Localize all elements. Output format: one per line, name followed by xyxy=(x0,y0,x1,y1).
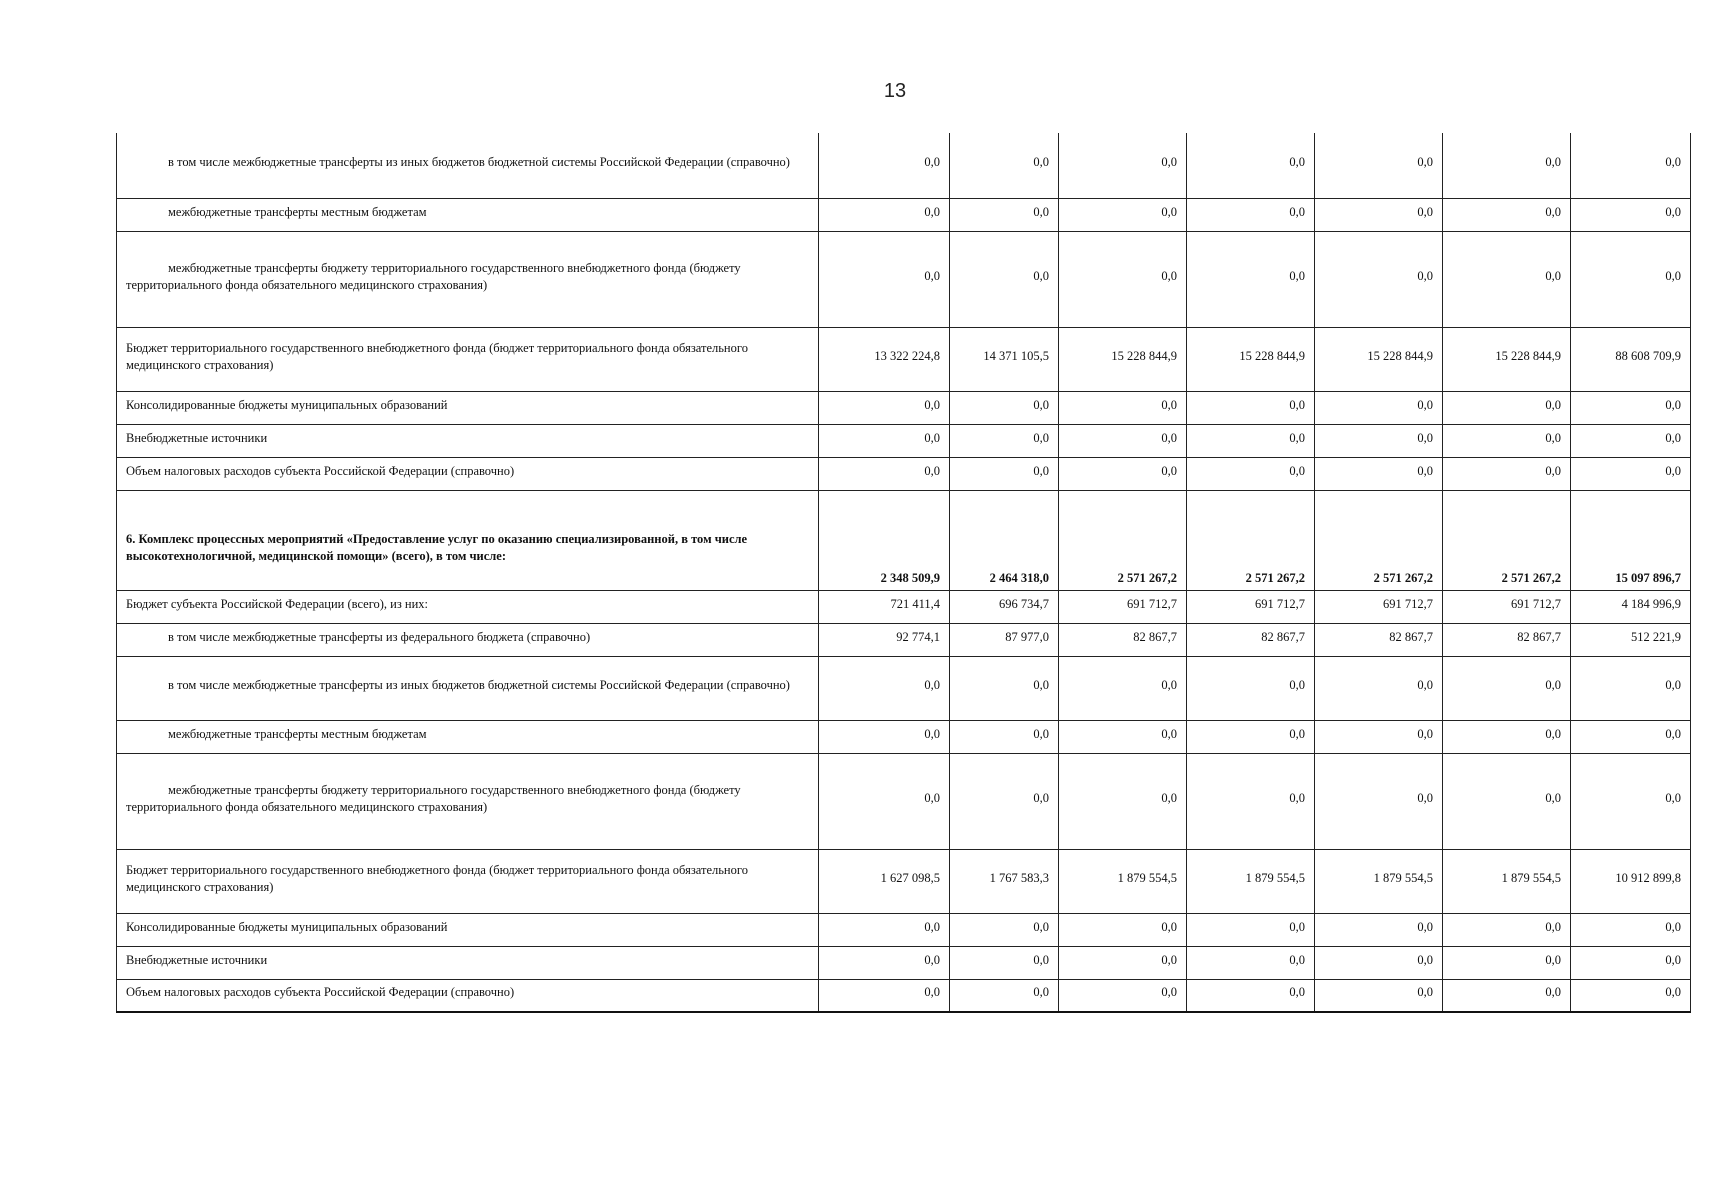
value-cell: 88 608 709,9 xyxy=(1571,327,1691,391)
value-cell: 0,0 xyxy=(1059,231,1187,327)
value-cell: 0,0 xyxy=(1315,913,1443,946)
value-cell: 0,0 xyxy=(950,133,1059,198)
value-cell: 2 571 267,2 xyxy=(1059,490,1187,590)
value-cell: 0,0 xyxy=(819,753,950,849)
value-cell: 0,0 xyxy=(1187,457,1315,490)
value-cell: 0,0 xyxy=(1315,231,1443,327)
value-cell: 0,0 xyxy=(1315,720,1443,753)
value-cell: 1 879 554,5 xyxy=(1443,849,1571,913)
value-cell: 696 734,7 xyxy=(950,590,1059,623)
value-cell: 10 912 899,8 xyxy=(1571,849,1691,913)
row-label: Консолидированные бюджеты муниципальных образований xyxy=(117,391,819,424)
value-cell: 0,0 xyxy=(1443,979,1571,1012)
row-label: Бюджет территориального государственного внебюджетного фонда (бюджет территориального фонда обязательного медицинского страхования) xyxy=(117,849,819,913)
value-cell: 2 571 267,2 xyxy=(1315,490,1443,590)
value-cell: 82 867,7 xyxy=(1187,623,1315,656)
value-cell: 0,0 xyxy=(1571,753,1691,849)
value-cell: 0,0 xyxy=(819,720,950,753)
value-cell: 0,0 xyxy=(1059,979,1187,1012)
value-cell: 0,0 xyxy=(819,231,950,327)
value-cell: 0,0 xyxy=(950,424,1059,457)
value-cell: 0,0 xyxy=(1187,231,1315,327)
value-cell: 0,0 xyxy=(950,656,1059,720)
value-cell: 0,0 xyxy=(819,391,950,424)
value-cell: 0,0 xyxy=(1315,753,1443,849)
row-label: в том числе межбюджетные трансферты из иных бюджетов бюджетной системы Российской Федерации (справочно) xyxy=(117,133,819,198)
value-cell: 0,0 xyxy=(1187,720,1315,753)
value-cell: 0,0 xyxy=(1059,133,1187,198)
value-cell: 0,0 xyxy=(1443,231,1571,327)
table-row xyxy=(117,623,1691,656)
row-label: в том числе межбюджетные трансферты из иных бюджетов бюджетной системы Российской Федерации (справочно) xyxy=(117,656,819,720)
value-cell: 0,0 xyxy=(1315,979,1443,1012)
value-cell: 0,0 xyxy=(1443,753,1571,849)
value-cell: 0,0 xyxy=(1443,913,1571,946)
value-cell: 0,0 xyxy=(1315,424,1443,457)
value-cell: 0,0 xyxy=(1187,424,1315,457)
row-label: Внебюджетные источники xyxy=(117,946,819,979)
value-cell: 0,0 xyxy=(1059,753,1187,849)
value-cell: 0,0 xyxy=(1571,133,1691,198)
value-cell: 0,0 xyxy=(950,391,1059,424)
table-row xyxy=(117,913,1691,946)
value-cell: 0,0 xyxy=(1315,457,1443,490)
row-label: межбюджетные трансферты местным бюджетам xyxy=(117,720,819,753)
value-cell: 0,0 xyxy=(1443,457,1571,490)
value-cell: 0,0 xyxy=(1059,391,1187,424)
value-cell: 0,0 xyxy=(950,979,1059,1012)
value-cell: 0,0 xyxy=(950,946,1059,979)
value-cell: 0,0 xyxy=(1443,720,1571,753)
value-cell: 0,0 xyxy=(1187,979,1315,1012)
value-cell: 0,0 xyxy=(1187,946,1315,979)
section-row xyxy=(117,490,1691,590)
value-cell: 0,0 xyxy=(1187,198,1315,231)
value-cell: 0,0 xyxy=(1187,753,1315,849)
value-cell: 2 464 318,0 xyxy=(950,490,1059,590)
value-cell: 0,0 xyxy=(1059,424,1187,457)
value-cell: 2 571 267,2 xyxy=(1443,490,1571,590)
value-cell: 0,0 xyxy=(1571,457,1691,490)
value-cell: 0,0 xyxy=(1315,198,1443,231)
value-cell: 0,0 xyxy=(1443,946,1571,979)
value-cell: 0,0 xyxy=(1571,946,1691,979)
value-cell: 0,0 xyxy=(950,913,1059,946)
value-cell: 691 712,7 xyxy=(1315,590,1443,623)
value-cell: 0,0 xyxy=(1059,913,1187,946)
value-cell: 0,0 xyxy=(819,979,950,1012)
value-cell: 0,0 xyxy=(1443,391,1571,424)
value-cell: 0,0 xyxy=(950,457,1059,490)
value-cell: 0,0 xyxy=(1443,133,1571,198)
table-row xyxy=(117,457,1691,490)
value-cell: 1 767 583,3 xyxy=(950,849,1059,913)
value-cell: 82 867,7 xyxy=(1315,623,1443,656)
table-row xyxy=(117,656,1691,720)
value-cell: 0,0 xyxy=(1315,391,1443,424)
value-cell: 691 712,7 xyxy=(1443,590,1571,623)
value-cell: 0,0 xyxy=(819,913,950,946)
row-label: Внебюджетные источники xyxy=(117,424,819,457)
value-cell: 0,0 xyxy=(1443,198,1571,231)
value-cell: 0,0 xyxy=(1571,198,1691,231)
row-label: Объем налоговых расходов субъекта Российской Федерации (справочно) xyxy=(117,979,819,1012)
table-row xyxy=(117,198,1691,231)
value-cell: 691 712,7 xyxy=(1187,590,1315,623)
value-cell: 0,0 xyxy=(1571,656,1691,720)
value-cell: 1 879 554,5 xyxy=(1059,849,1187,913)
table-row xyxy=(117,946,1691,979)
table-row xyxy=(117,391,1691,424)
value-cell: 14 371 105,5 xyxy=(950,327,1059,391)
value-cell: 1 879 554,5 xyxy=(1315,849,1443,913)
value-cell: 721 411,4 xyxy=(819,590,950,623)
value-cell: 0,0 xyxy=(1443,656,1571,720)
value-cell: 0,0 xyxy=(950,198,1059,231)
budget-table xyxy=(116,133,1691,1013)
value-cell: 1 879 554,5 xyxy=(1187,849,1315,913)
table-row xyxy=(117,753,1691,849)
value-cell: 0,0 xyxy=(1187,391,1315,424)
row-label: 6. Комплекс процессных мероприятий «Предоставление услуг по оказанию специализированной, в том числе высокотехнологичной, медицинской помощи» (всего), в том числе: xyxy=(117,490,819,590)
value-cell: 2 571 267,2 xyxy=(1187,490,1315,590)
value-cell: 0,0 xyxy=(1059,457,1187,490)
value-cell: 0,0 xyxy=(1187,656,1315,720)
value-cell: 15 097 896,7 xyxy=(1571,490,1691,590)
value-cell: 0,0 xyxy=(950,231,1059,327)
value-cell: 15 228 844,9 xyxy=(1187,327,1315,391)
page-number: 13 xyxy=(883,80,907,102)
value-cell: 0,0 xyxy=(1571,720,1691,753)
value-cell: 0,0 xyxy=(1571,231,1691,327)
row-label: Объем налоговых расходов субъекта Российской Федерации (справочно) xyxy=(117,457,819,490)
row-label: межбюджетные трансферты местным бюджетам xyxy=(117,198,819,231)
value-cell: 0,0 xyxy=(819,457,950,490)
row-label: межбюджетные трансферты бюджету территориального государственного внебюджетного фонда (бюджету территориального фонда обязательного медицинского страхования) xyxy=(117,753,819,849)
value-cell: 0,0 xyxy=(819,133,950,198)
value-cell: 512 221,9 xyxy=(1571,623,1691,656)
value-cell: 2 348 509,9 xyxy=(819,490,950,590)
value-cell: 0,0 xyxy=(819,946,950,979)
value-cell: 82 867,7 xyxy=(1059,623,1187,656)
value-cell: 0,0 xyxy=(1571,424,1691,457)
value-cell: 15 228 844,9 xyxy=(1315,327,1443,391)
value-cell: 0,0 xyxy=(819,424,950,457)
table-row xyxy=(117,720,1691,753)
row-label: Бюджет территориального государственного внебюджетного фонда (бюджет территориального фонда обязательного медицинского страхования) xyxy=(117,327,819,391)
value-cell: 0,0 xyxy=(1315,133,1443,198)
value-cell: 0,0 xyxy=(1059,656,1187,720)
table-row xyxy=(117,424,1691,457)
value-cell: 0,0 xyxy=(1571,391,1691,424)
value-cell: 13 322 224,8 xyxy=(819,327,950,391)
value-cell: 0,0 xyxy=(950,720,1059,753)
table-row xyxy=(117,231,1691,327)
row-label: в том числе межбюджетные трансферты из федерального бюджета (справочно) xyxy=(117,623,819,656)
value-cell: 0,0 xyxy=(1187,913,1315,946)
row-label: Консолидированные бюджеты муниципальных образований xyxy=(117,913,819,946)
value-cell: 0,0 xyxy=(1059,198,1187,231)
value-cell: 0,0 xyxy=(950,753,1059,849)
value-cell: 15 228 844,9 xyxy=(1059,327,1187,391)
value-cell: 92 774,1 xyxy=(819,623,950,656)
table-row xyxy=(117,849,1691,913)
value-cell: 0,0 xyxy=(1315,946,1443,979)
value-cell: 0,0 xyxy=(819,198,950,231)
value-cell: 0,0 xyxy=(1571,913,1691,946)
row-label: межбюджетные трансферты бюджету территориального государственного внебюджетного фонда (бюджету территориального фонда обязательного медицинского страхования) xyxy=(117,231,819,327)
value-cell: 1 627 098,5 xyxy=(819,849,950,913)
value-cell: 87 977,0 xyxy=(950,623,1059,656)
value-cell: 0,0 xyxy=(819,656,950,720)
value-cell: 0,0 xyxy=(1059,946,1187,979)
table-row xyxy=(117,590,1691,623)
value-cell: 0,0 xyxy=(1315,656,1443,720)
row-label: Бюджет субъекта Российской Федерации (всего), из них: xyxy=(117,590,819,623)
value-cell: 82 867,7 xyxy=(1443,623,1571,656)
value-cell: 0,0 xyxy=(1059,720,1187,753)
value-cell: 0,0 xyxy=(1187,133,1315,198)
value-cell: 0,0 xyxy=(1443,424,1571,457)
value-cell: 0,0 xyxy=(1571,979,1691,1012)
table-row xyxy=(117,327,1691,391)
table-row xyxy=(117,133,1691,198)
table-row xyxy=(117,979,1691,1012)
value-cell: 4 184 996,9 xyxy=(1571,590,1691,623)
value-cell: 15 228 844,9 xyxy=(1443,327,1571,391)
value-cell: 691 712,7 xyxy=(1059,590,1187,623)
table-body xyxy=(117,133,1691,1012)
